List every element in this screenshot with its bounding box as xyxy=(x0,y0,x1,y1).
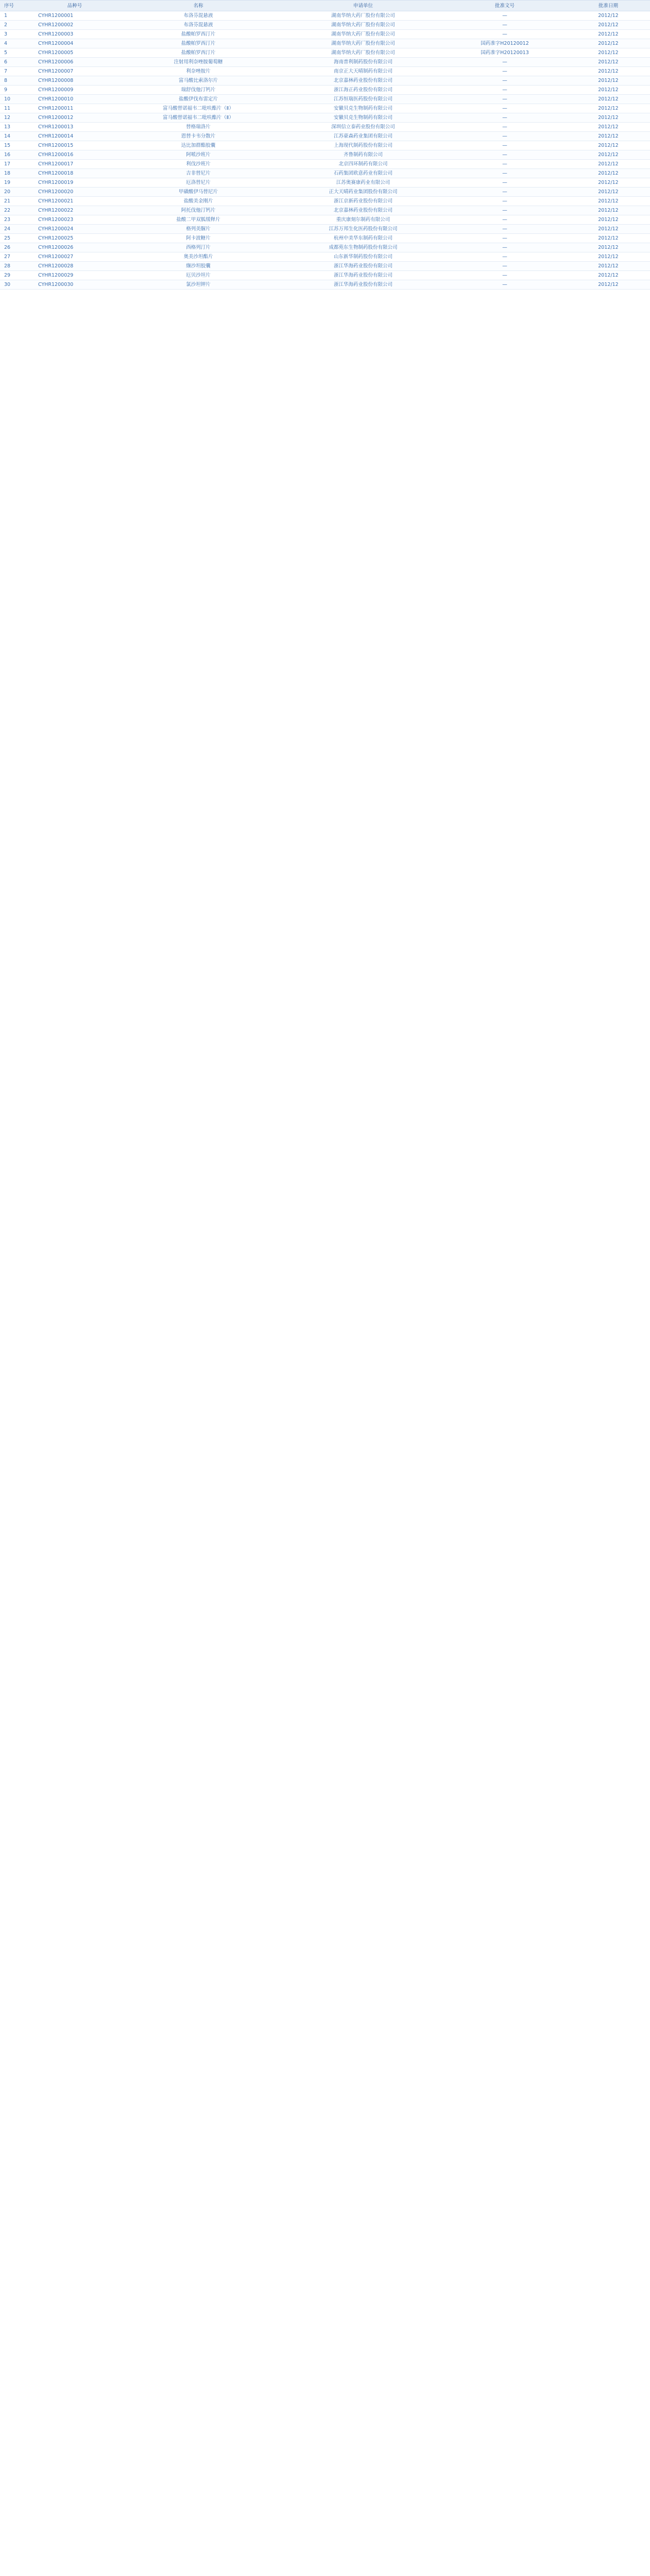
table-row xyxy=(0,234,650,243)
table-header xyxy=(0,1,650,11)
cell-code: CYHR1200025 xyxy=(36,234,113,243)
cell-index: 26 xyxy=(0,243,36,252)
cell-name: 富马酸替诺福韦二吡呋酯片（Ⅱ） xyxy=(113,113,283,123)
table-row xyxy=(0,67,650,76)
cell-code: CYHR1200012 xyxy=(36,113,113,123)
cell-name: 瑞舒伐他汀钙片 xyxy=(113,86,283,95)
cell-code: CYHR1200023 xyxy=(36,215,113,225)
header-date: 批准日期 xyxy=(567,1,650,11)
cell-index: 27 xyxy=(0,252,36,262)
header-index: 序号 xyxy=(0,1,36,11)
cell-index: 9 xyxy=(0,86,36,95)
cell-code: CYHR1200024 xyxy=(36,225,113,234)
cell-cert: — xyxy=(443,11,567,21)
table-row xyxy=(0,160,650,169)
cell-maker: 浙江华海药业股份有限公司 xyxy=(283,280,443,290)
cell-code: CYHR1200017 xyxy=(36,160,113,169)
cell-date: 2012/12 xyxy=(567,206,650,215)
cell-date: 2012/12 xyxy=(567,39,650,48)
cell-date: 2012/12 xyxy=(567,48,650,58)
cell-code: CYHR1200009 xyxy=(36,86,113,95)
approval-table xyxy=(0,0,650,290)
cell-date: 2012/12 xyxy=(567,58,650,67)
cell-index: 21 xyxy=(0,197,36,206)
cell-index: 10 xyxy=(0,95,36,104)
cell-index: 28 xyxy=(0,262,36,271)
cell-name: 盐酸帕罗西汀片 xyxy=(113,30,283,39)
table-row xyxy=(0,95,650,104)
cell-maker: 湖南华纳大药厂股份有限公司 xyxy=(283,48,443,58)
table-row xyxy=(0,21,650,30)
cell-code: CYHR1200021 xyxy=(36,197,113,206)
cell-index: 19 xyxy=(0,178,36,188)
cell-name: 甲磺酸伊马替尼片 xyxy=(113,188,283,197)
cell-code: CYHR1200010 xyxy=(36,95,113,104)
cell-code: CYHR1200018 xyxy=(36,169,113,178)
cell-code: CYHR1200029 xyxy=(36,271,113,280)
cell-date: 2012/12 xyxy=(567,123,650,132)
cell-index: 8 xyxy=(0,76,36,86)
cell-name: 富马酸替诺福韦二吡呋酯片（Ⅱ） xyxy=(113,104,283,113)
table-row xyxy=(0,113,650,123)
cell-cert: — xyxy=(443,280,567,290)
cell-cert: — xyxy=(443,225,567,234)
cell-name: 阿卡波糖片 xyxy=(113,234,283,243)
cell-name: 利奈唑胺片 xyxy=(113,67,283,76)
cell-maker: 湖南华纳大药厂股份有限公司 xyxy=(283,11,443,21)
table-row xyxy=(0,197,650,206)
cell-name: 盐酸美金刚片 xyxy=(113,197,283,206)
cell-code: CYHR1200003 xyxy=(36,30,113,39)
table-body xyxy=(0,11,650,290)
table-row xyxy=(0,141,650,150)
cell-cert: — xyxy=(443,86,567,95)
table-row xyxy=(0,39,650,48)
cell-index: 18 xyxy=(0,169,36,178)
table-row xyxy=(0,104,650,113)
cell-date: 2012/12 xyxy=(567,160,650,169)
cell-maker: 浙江华海药业股份有限公司 xyxy=(283,262,443,271)
table-row xyxy=(0,11,650,21)
cell-date: 2012/12 xyxy=(567,141,650,150)
cell-code: CYHR1200013 xyxy=(36,123,113,132)
cell-maker: 南京正大天晴制药有限公司 xyxy=(283,67,443,76)
cell-index: 23 xyxy=(0,215,36,225)
cell-name: 格列美脲片 xyxy=(113,225,283,234)
cell-code: CYHR1200004 xyxy=(36,39,113,48)
cell-maker: 北京嘉林药业股份有限公司 xyxy=(283,76,443,86)
cell-cert: — xyxy=(443,58,567,67)
cell-index: 14 xyxy=(0,132,36,141)
cell-name: 氯沙坦钾片 xyxy=(113,280,283,290)
cell-maker: 重庆康刻尔制药有限公司 xyxy=(283,215,443,225)
cell-code: CYHR1200016 xyxy=(36,150,113,160)
cell-name: 西格列汀片 xyxy=(113,243,283,252)
cell-name: 达比加群酯胶囊 xyxy=(113,141,283,150)
cell-maker: 浙江京新药业股份有限公司 xyxy=(283,197,443,206)
cell-date: 2012/12 xyxy=(567,11,650,21)
table-row xyxy=(0,252,650,262)
cell-maker: 石药集团欧意药业有限公司 xyxy=(283,169,443,178)
cell-maker: 安徽贝克生物制药有限公司 xyxy=(283,113,443,123)
cell-maker: 北京四环制药有限公司 xyxy=(283,160,443,169)
cell-code: CYHR1200015 xyxy=(36,141,113,150)
cell-index: 5 xyxy=(0,48,36,58)
cell-code: CYHR1200011 xyxy=(36,104,113,113)
cell-cert: — xyxy=(443,141,567,150)
table-row xyxy=(0,169,650,178)
cell-maker: 湖南华纳大药厂股份有限公司 xyxy=(283,39,443,48)
cell-cert: — xyxy=(443,271,567,280)
cell-index: 2 xyxy=(0,21,36,30)
cell-date: 2012/12 xyxy=(567,76,650,86)
cell-date: 2012/12 xyxy=(567,262,650,271)
cell-maker: 江苏恒瑞医药股份有限公司 xyxy=(283,95,443,104)
cell-date: 2012/12 xyxy=(567,169,650,178)
cell-code: CYHR1200002 xyxy=(36,21,113,30)
cell-date: 2012/12 xyxy=(567,188,650,197)
table-row xyxy=(0,48,650,58)
cell-date: 2012/12 xyxy=(567,113,650,123)
cell-maker: 湖南华纳大药厂股份有限公司 xyxy=(283,21,443,30)
table-row xyxy=(0,243,650,252)
cell-code: CYHR1200020 xyxy=(36,188,113,197)
cell-maker: 湖南华纳大药厂股份有限公司 xyxy=(283,30,443,39)
cell-code: CYHR1200026 xyxy=(36,243,113,252)
cell-maker: 北京嘉林药业股份有限公司 xyxy=(283,206,443,215)
cell-maker: 江苏豪森药业集团有限公司 xyxy=(283,132,443,141)
cell-cert: — xyxy=(443,178,567,188)
cell-date: 2012/12 xyxy=(567,67,650,76)
cell-maker: 杭州中美华东制药有限公司 xyxy=(283,234,443,243)
cell-index: 6 xyxy=(0,58,36,67)
cell-index: 3 xyxy=(0,30,36,39)
cell-code: CYHR1200001 xyxy=(36,11,113,21)
cell-date: 2012/12 xyxy=(567,271,650,280)
cell-name: 盐酸帕罗西汀片 xyxy=(113,48,283,58)
cell-index: 1 xyxy=(0,11,36,21)
cell-code: CYHR1200005 xyxy=(36,48,113,58)
cell-date: 2012/12 xyxy=(567,150,650,160)
cell-cert: — xyxy=(443,197,567,206)
cell-name: 厄贝沙坦片 xyxy=(113,271,283,280)
cell-code: CYHR1200030 xyxy=(36,280,113,290)
cell-cert: — xyxy=(443,123,567,132)
cell-maker: 海南普利制药股份有限公司 xyxy=(283,58,443,67)
cell-name: 盐酸二甲双胍缓释片 xyxy=(113,215,283,225)
cell-code: CYHR1200028 xyxy=(36,262,113,271)
cell-index: 20 xyxy=(0,188,36,197)
cell-maker: 江苏万邦生化医药股份有限公司 xyxy=(283,225,443,234)
cell-maker: 浙江华海药业股份有限公司 xyxy=(283,271,443,280)
cell-date: 2012/12 xyxy=(567,86,650,95)
cell-cert: 国药准字H20120012 xyxy=(443,39,567,48)
table-row xyxy=(0,30,650,39)
cell-cert: — xyxy=(443,188,567,197)
cell-date: 2012/12 xyxy=(567,30,650,39)
cell-cert: — xyxy=(443,113,567,123)
cell-index: 7 xyxy=(0,67,36,76)
cell-code: CYHR1200007 xyxy=(36,67,113,76)
cell-cert: — xyxy=(443,234,567,243)
cell-cert: 国药准字H20120013 xyxy=(443,48,567,58)
cell-date: 2012/12 xyxy=(567,178,650,188)
cell-cert: — xyxy=(443,76,567,86)
cell-date: 2012/12 xyxy=(567,280,650,290)
cell-maker: 浙江海正药业股份有限公司 xyxy=(283,86,443,95)
table-row xyxy=(0,178,650,188)
cell-index: 4 xyxy=(0,39,36,48)
cell-maker: 上海现代制药股份有限公司 xyxy=(283,141,443,150)
cell-date: 2012/12 xyxy=(567,132,650,141)
cell-cert: — xyxy=(443,262,567,271)
header-row xyxy=(0,1,650,11)
header-name: 名称 xyxy=(113,1,283,11)
cell-cert: — xyxy=(443,132,567,141)
cell-code: CYHR1200006 xyxy=(36,58,113,67)
cell-code: CYHR1200027 xyxy=(36,252,113,262)
cell-code: CYHR1200008 xyxy=(36,76,113,86)
cell-code: CYHR1200014 xyxy=(36,132,113,141)
cell-date: 2012/12 xyxy=(567,197,650,206)
cell-maker: 齐鲁制药有限公司 xyxy=(283,150,443,160)
cell-name: 阿托伐他汀钙片 xyxy=(113,206,283,215)
cell-name: 恩替卡韦分散片 xyxy=(113,132,283,141)
cell-name: 厄洛替尼片 xyxy=(113,178,283,188)
table-row xyxy=(0,123,650,132)
cell-name: 替格瑞洛片 xyxy=(113,123,283,132)
cell-maker: 正大天晴药业集团股份有限公司 xyxy=(283,188,443,197)
table-row xyxy=(0,76,650,86)
cell-index: 11 xyxy=(0,104,36,113)
cell-name: 奥美沙坦酯片 xyxy=(113,252,283,262)
cell-cert: — xyxy=(443,215,567,225)
table-row xyxy=(0,150,650,160)
cell-index: 24 xyxy=(0,225,36,234)
cell-name: 布洛芬混悬液 xyxy=(113,11,283,21)
cell-index: 17 xyxy=(0,160,36,169)
header-maker: 申请单位 xyxy=(283,1,443,11)
cell-name: 吉非替尼片 xyxy=(113,169,283,178)
cell-index: 15 xyxy=(0,141,36,150)
table-row xyxy=(0,206,650,215)
cell-date: 2012/12 xyxy=(567,95,650,104)
table-row xyxy=(0,271,650,280)
table-row xyxy=(0,132,650,141)
cell-cert: — xyxy=(443,67,567,76)
cell-maker: 深圳信立泰药业股份有限公司 xyxy=(283,123,443,132)
cell-name: 富马酸比索洛尔片 xyxy=(113,76,283,86)
cell-cert: — xyxy=(443,206,567,215)
cell-date: 2012/12 xyxy=(567,252,650,262)
cell-cert: — xyxy=(443,252,567,262)
cell-index: 22 xyxy=(0,206,36,215)
cell-cert: — xyxy=(443,150,567,160)
cell-name: 利伐沙班片 xyxy=(113,160,283,169)
cell-maker: 安徽贝克生物制药有限公司 xyxy=(283,104,443,113)
cell-cert: — xyxy=(443,104,567,113)
cell-name: 布洛芬混悬液 xyxy=(113,21,283,30)
table-row xyxy=(0,58,650,67)
cell-date: 2012/12 xyxy=(567,215,650,225)
cell-cert: — xyxy=(443,30,567,39)
cell-index: 12 xyxy=(0,113,36,123)
table-row xyxy=(0,188,650,197)
cell-index: 29 xyxy=(0,271,36,280)
cell-maker: 山东新华制药股份有限公司 xyxy=(283,252,443,262)
cell-maker: 成都苑东生物制药股份有限公司 xyxy=(283,243,443,252)
cell-name: 缬沙坦胶囊 xyxy=(113,262,283,271)
cell-code: CYHR1200022 xyxy=(36,206,113,215)
cell-date: 2012/12 xyxy=(567,21,650,30)
cell-cert: — xyxy=(443,21,567,30)
cell-name: 盐酸帕罗西汀片 xyxy=(113,39,283,48)
cell-date: 2012/12 xyxy=(567,234,650,243)
cell-cert: — xyxy=(443,95,567,104)
table-row xyxy=(0,86,650,95)
table-row xyxy=(0,280,650,290)
cell-index: 25 xyxy=(0,234,36,243)
cell-cert: — xyxy=(443,169,567,178)
table-row xyxy=(0,215,650,225)
cell-date: 2012/12 xyxy=(567,104,650,113)
cell-cert: — xyxy=(443,243,567,252)
cell-name: 盐酸伊伐布雷定片 xyxy=(113,95,283,104)
cell-name: 阿哌沙班片 xyxy=(113,150,283,160)
cell-date: 2012/12 xyxy=(567,225,650,234)
cell-date: 2012/12 xyxy=(567,243,650,252)
cell-maker: 江苏奥赛康药业有限公司 xyxy=(283,178,443,188)
cell-index: 16 xyxy=(0,150,36,160)
cell-index: 13 xyxy=(0,123,36,132)
cell-code: CYHR1200019 xyxy=(36,178,113,188)
table-row xyxy=(0,225,650,234)
header-code: 品种号 xyxy=(36,1,113,11)
cell-index: 30 xyxy=(0,280,36,290)
table-row xyxy=(0,262,650,271)
cell-cert: — xyxy=(443,160,567,169)
cell-name: 注射用利奈唑胺葡萄糖 xyxy=(113,58,283,67)
header-cert: 批准文号 xyxy=(443,1,567,11)
